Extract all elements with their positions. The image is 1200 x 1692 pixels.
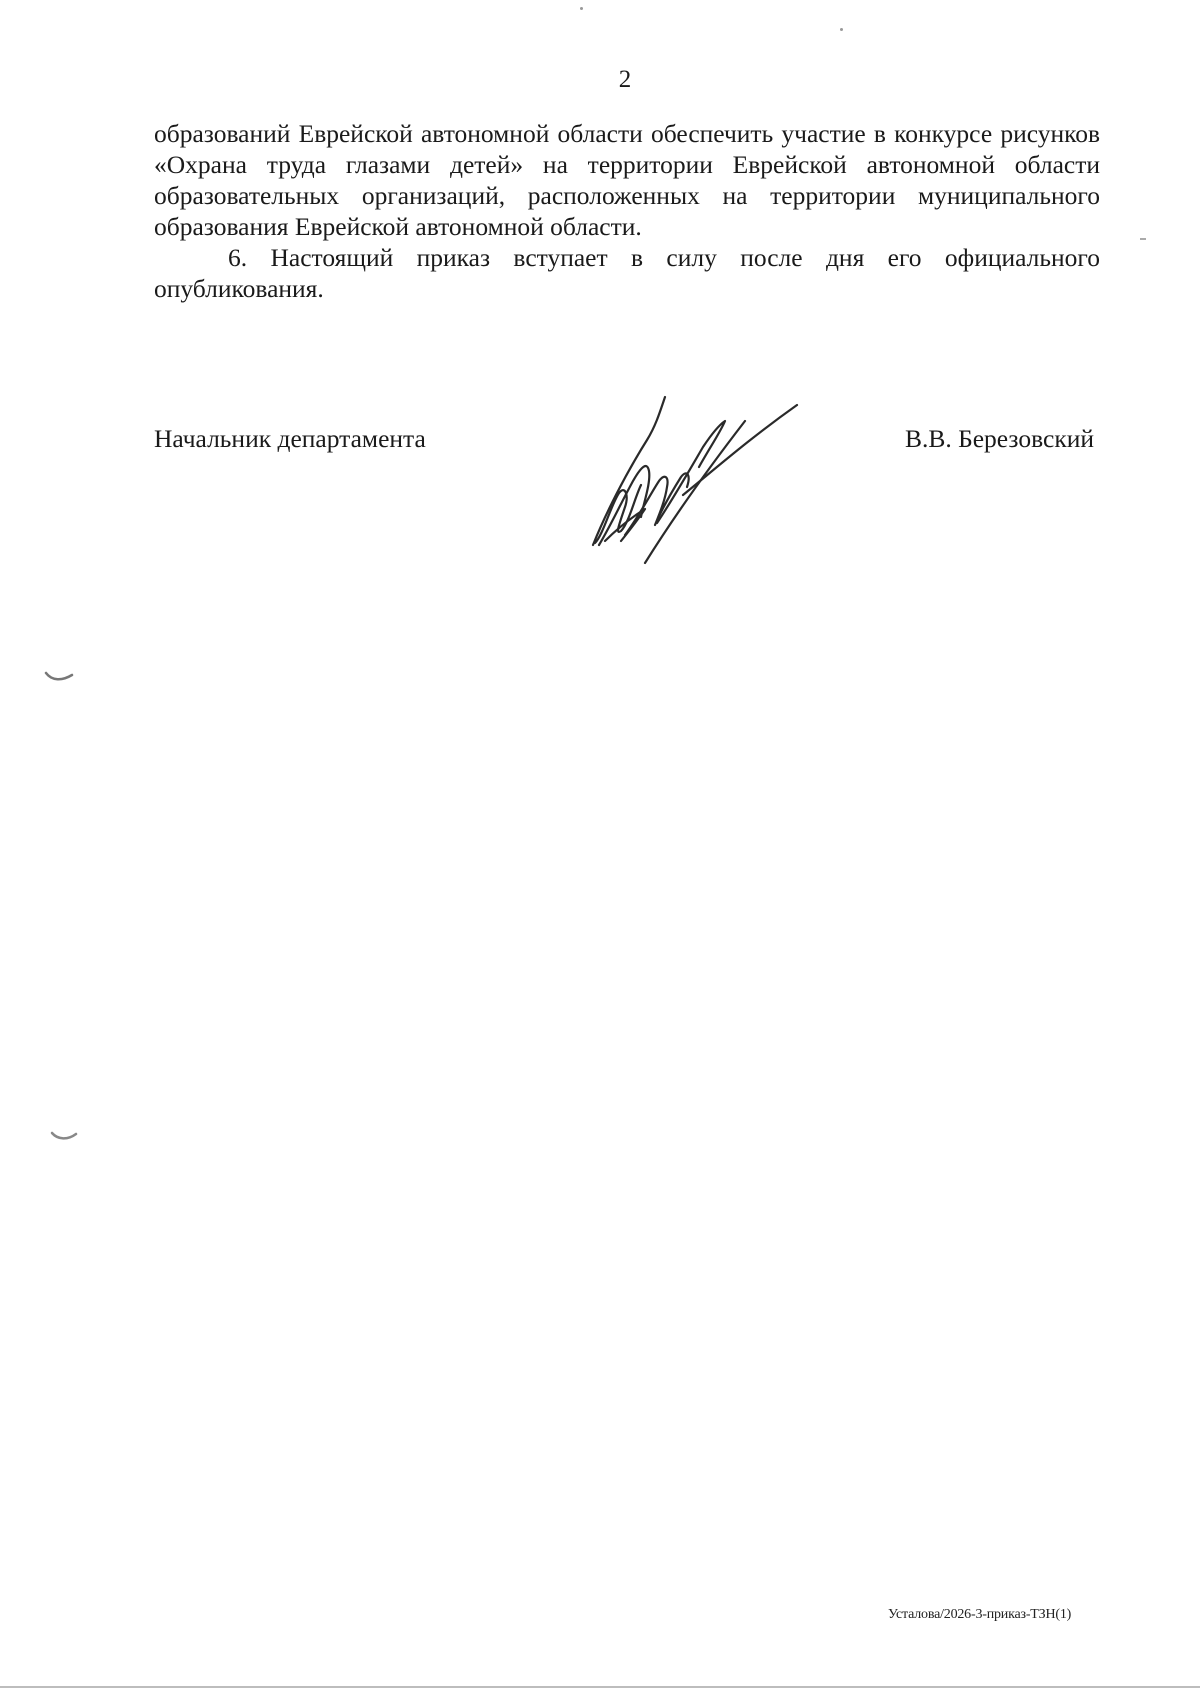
scan-mark-left-lower xyxy=(50,1130,78,1142)
scan-dot-top xyxy=(580,7,583,10)
scan-dot-top-right xyxy=(840,28,843,31)
page-bottom-edge xyxy=(0,1686,1200,1688)
signer-title: Начальник департамента xyxy=(154,424,426,453)
paragraph-continuation: образований Еврейской автономной области обеспечить участие в конкурсе рисунков «Охрана труда глазами детей» на территории Еврейской автономной области образовательных организаций, расположенных на территории муниципального образования Еврейской автономной области. xyxy=(154,119,1100,241)
document-code: Усталова/2026-3-приказ-ТЗН(1) xyxy=(888,1607,1072,1622)
page-number: 2 xyxy=(618,66,632,93)
paragraph-item-6: 6. Настоящий приказ вступает в силу после дня его официального опубликования. xyxy=(154,243,1100,303)
handwritten-signature xyxy=(585,385,805,575)
body-text xyxy=(154,118,1100,304)
scan-mark-left-upper xyxy=(44,670,74,684)
scan-dash-right xyxy=(1140,238,1146,240)
signer-name: В.В. Березовский xyxy=(904,424,1094,453)
